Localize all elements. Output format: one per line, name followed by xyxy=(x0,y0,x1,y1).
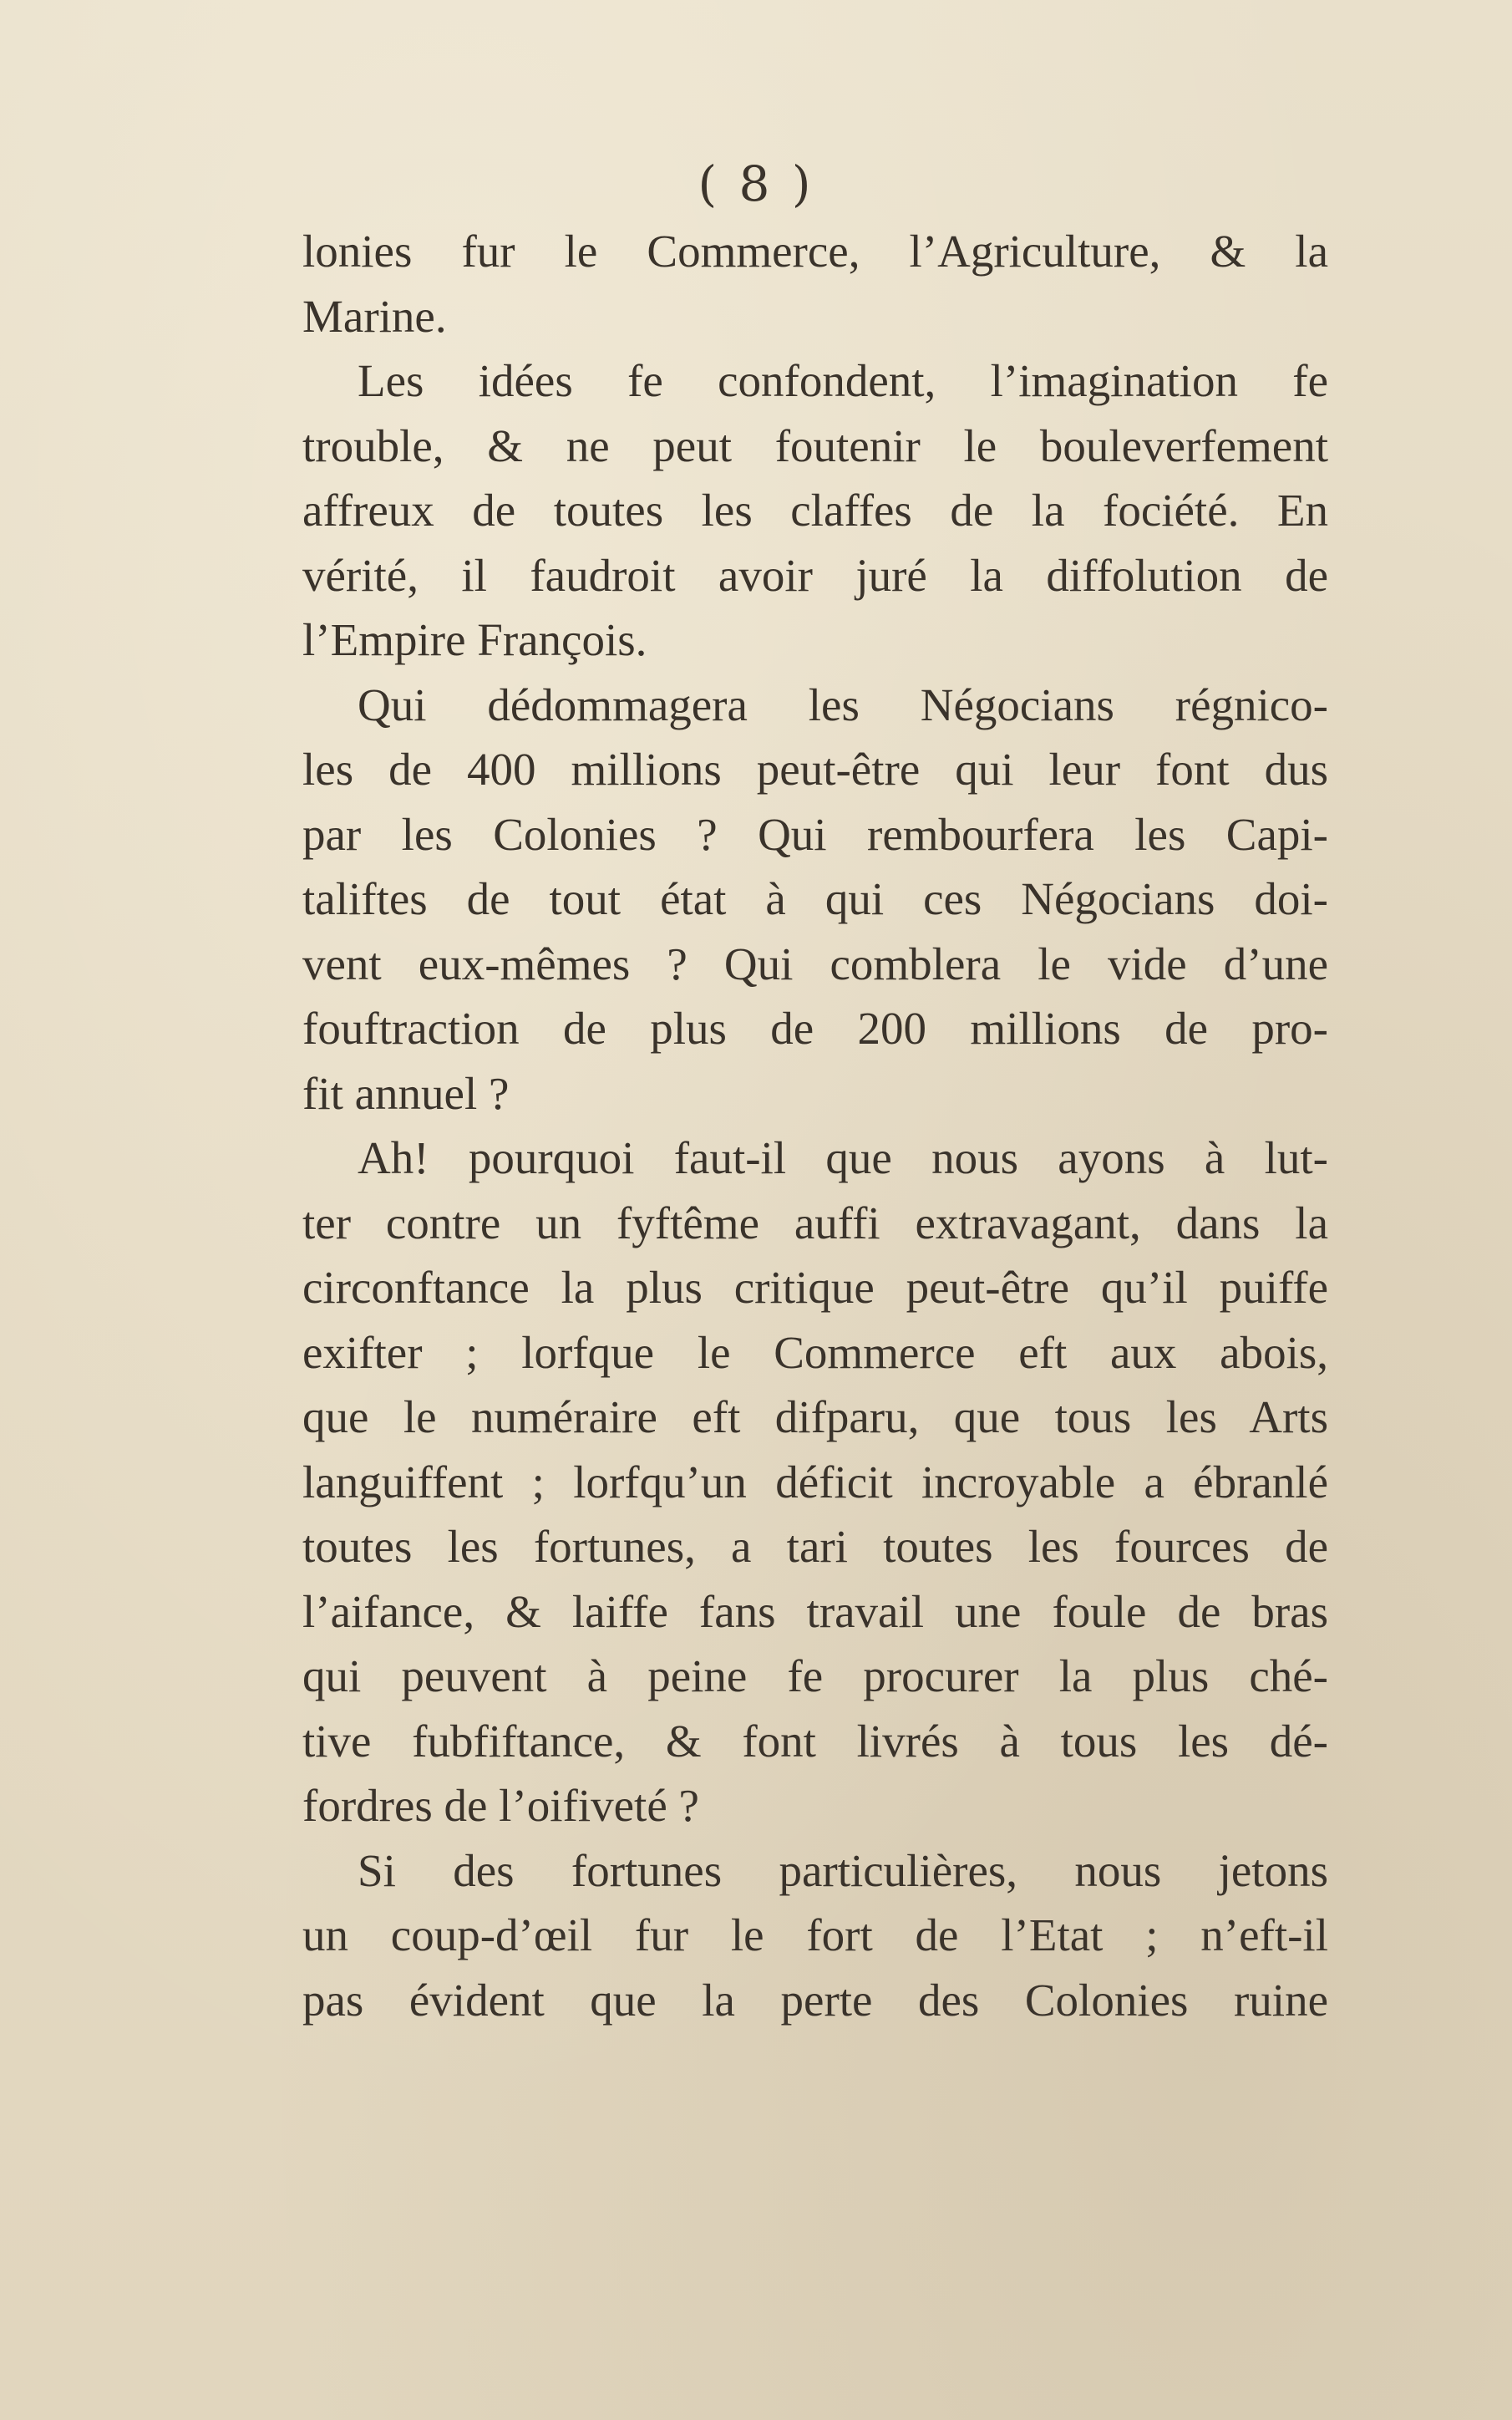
text-line: l’aifance, & laiffe fans travail une foule de bras xyxy=(302,1585,1328,1637)
text-line: languiffent ; lorfqu’un déficit incroyable a ébranlé xyxy=(302,1456,1328,1507)
text-line: fordres de l’oifiveté ? xyxy=(302,1780,699,1831)
text-line: toutes les fortunes, a tari toutes les fources de xyxy=(302,1521,1328,1572)
text-line: Si des fortunes particulières, nous jetons xyxy=(358,1844,1328,1896)
text-line: lonies fur le Commerce, l’Agriculture, & la xyxy=(302,226,1328,277)
text-line: trouble, & ne peut foutenir le bouleverfement xyxy=(302,419,1328,471)
text-line: fouftraction de plus de 200 millions de pro- xyxy=(302,1003,1328,1054)
text-line: un coup-d’œil fur le fort de l’Etat ; n’eft-il xyxy=(302,1909,1328,1960)
paragraph-5 xyxy=(302,1838,1328,2033)
text-line: par les Colonies ? Qui rembourfera les Capi- xyxy=(302,808,1328,860)
paragraph-3 xyxy=(302,673,1328,1126)
body-text xyxy=(302,219,1328,2032)
text-line: les de 400 millions peut-être qui leur font dus xyxy=(302,744,1328,795)
text-line: vent eux-mêmes ? Qui comblera le vide d’une xyxy=(302,938,1328,989)
text-line: que le numéraire eft difparu, que tous les Arts xyxy=(302,1391,1328,1442)
text-line: Les idées fe confondent, l’imagination fe xyxy=(358,355,1328,406)
text-line: affreux de toutes les claffes de la fociété. En xyxy=(302,485,1328,536)
text-line: Marine. xyxy=(302,290,447,342)
text-line: taliftes de tout état à qui ces Négocians doi- xyxy=(302,873,1328,924)
text-line: fit annuel ? xyxy=(302,1067,510,1119)
text-line: circonftance la plus critique peut-être qu’il puiffe xyxy=(302,1262,1328,1313)
text-line: Qui dédommagera les Négocians régnico- xyxy=(358,679,1328,730)
text-line: Ah! pourquoi faut-il que nous ayons à lut- xyxy=(358,1132,1328,1183)
text-line: ter contre un fyftême auffi extravagant, dans la xyxy=(302,1197,1328,1248)
paragraph-1 xyxy=(302,219,1328,348)
text-line: exifter ; lorfque le Commerce eft aux abois, xyxy=(302,1326,1328,1378)
text-line: pas évident que la perte des Colonies ruine xyxy=(302,1974,1328,2026)
text-line: vérité, il faudroit avoir juré la diffolution de xyxy=(302,549,1328,601)
text-line: tive fubfiftance, & font livrés à tous les dé- xyxy=(302,1715,1328,1767)
text-line: l’Empire François. xyxy=(302,614,647,665)
page-number: ( 8 ) xyxy=(698,155,814,212)
text-line: qui peuvent à peine fe procurer la plus ché- xyxy=(302,1650,1328,1701)
paragraph-2 xyxy=(302,348,1328,673)
paragraph-4 xyxy=(302,1126,1328,1838)
